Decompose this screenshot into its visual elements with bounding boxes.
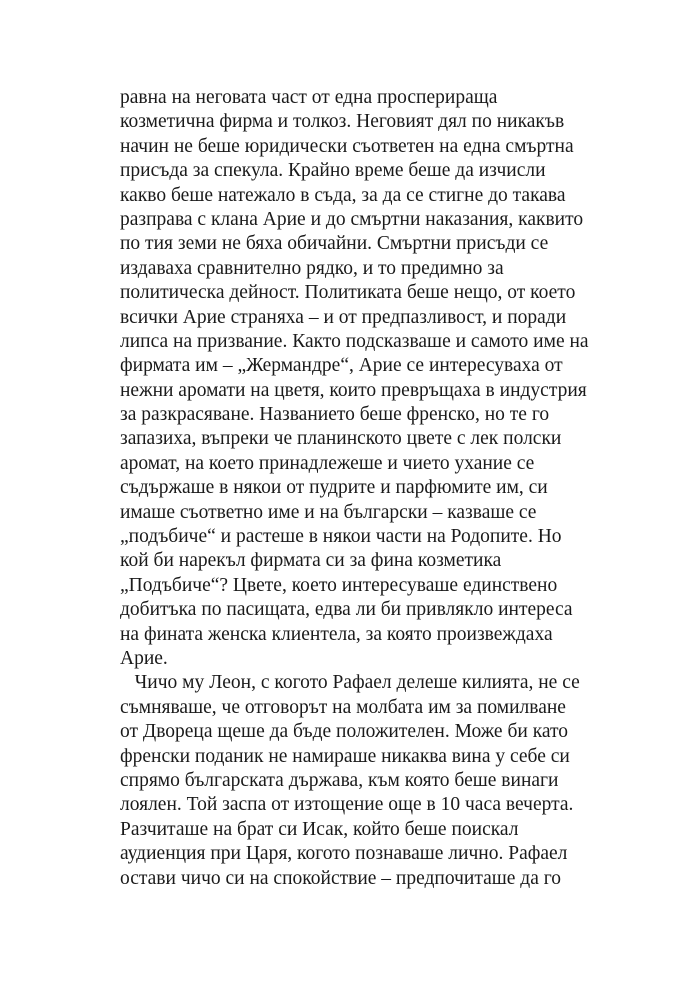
text-line: „подъбиче“ и растеше в някои части на Родопите. Но xyxy=(120,526,562,548)
text-line: от Двореца щеше да бъде положителен. Може би като xyxy=(120,721,569,743)
text-line: козметична фирма и толкоз. Неговият дял по никакъв xyxy=(120,111,565,133)
text-line: за разкрасяване. Названието беше френско, но те го xyxy=(120,404,550,426)
text-line: съмняваше, че отговорът на молбата им за помилване xyxy=(120,696,566,718)
text-line: спрямо българската държава, към която беше винаги xyxy=(120,769,559,791)
text-line: политическа дейност. Политиката беше нещо, от което xyxy=(120,282,576,304)
text-line: Чичо му Леон, с когото Рафаел делеше килията, не се xyxy=(120,672,580,694)
text-line: нежни аромати на цветя, които превръщаха в индустрия xyxy=(120,379,587,401)
text-line: фирмата им – „Жермандре“, Арие се интересуваха от xyxy=(120,355,563,377)
text-line: начин не беше юридически съответен на една смъртна xyxy=(120,135,574,157)
text-line: запазиха, въпреки че планинското цвете с лек полски xyxy=(120,428,562,450)
text-line: равна на неговата част от една просперираща xyxy=(120,87,498,108)
text-line: остави чичо си на спокойствие – предпочиташе да го xyxy=(120,867,562,889)
text-line: Арие. xyxy=(120,647,168,669)
text-line: кой би нарекъл фирмата си за фина козметика xyxy=(120,550,502,572)
text-line: липса на призвание. Както подсказваше и самото име на xyxy=(120,330,589,352)
text-line: имаше съответно име и на български – казваше се xyxy=(120,501,537,523)
text-line: какво беше натежало в съда, за да се стигне до такава xyxy=(120,184,566,206)
text-line: добитъка по пасищата, едва ли би привлякло интереса xyxy=(120,599,573,621)
text-line: на фината женска клиентела, за която произвеждаха xyxy=(120,623,553,645)
text-line: издаваха сравнително рядко, и то предимно за xyxy=(120,257,504,279)
text-line: лоялен. Той заспа от изтощение още в 10 часа вечерта. xyxy=(120,794,574,816)
text-line: съдържаше в някои от пудрите и парфюмите им, си xyxy=(120,477,548,499)
text-line: аудиенция при Царя, когото познаваше лично. Рафаел xyxy=(120,843,568,865)
text-line: присъда за спекула. Крайно време беше да изчисли xyxy=(120,160,546,182)
text-line: по тия земи не бяха обичайни. Смъртни присъди се xyxy=(120,233,549,255)
body-text xyxy=(120,86,590,891)
text-line: Разчиташе на брат си Исак, който беше поискал xyxy=(120,818,519,840)
text-line: разправа с клана Арие и до смъртни наказания, каквито xyxy=(120,208,584,230)
text-line: всички Арие страняха – и от предпазливост, и поради xyxy=(120,306,567,328)
text-line: френски поданик не намираше никаква вина у себе си xyxy=(120,745,570,767)
text-line: аромат, на което принадлежеше и чието ухание се xyxy=(120,452,535,474)
text-line: „Подъбиче“? Цвете, което интересуваше единствено xyxy=(120,574,558,596)
